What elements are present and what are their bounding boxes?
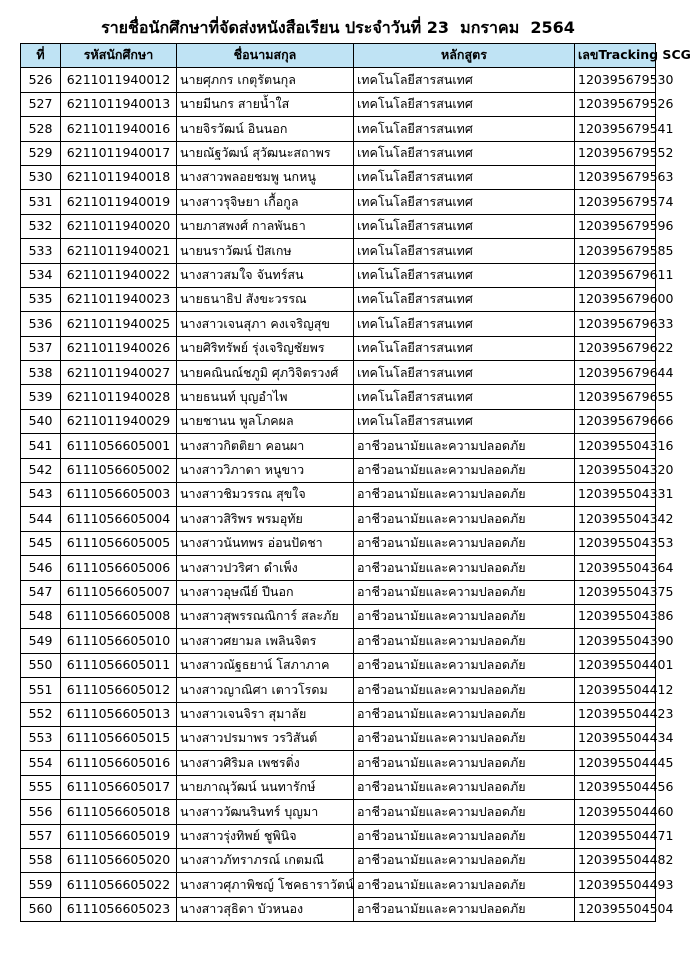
table-row [21,800,656,824]
cell-no: 536 [21,312,61,336]
cell-name: นางสาวณัฐธยาน์ โสภาภาค [177,653,354,677]
cell-name: นางสาวกิตติยา คอนผา [177,434,354,458]
cell-tracking: 120395504342 [575,507,656,531]
cell-course: เทคโนโลยีสารสนเทศ [354,190,575,214]
cell-course: อาชีวอนามัยและความปลอดภัย [354,824,575,848]
table-row [21,165,656,189]
cell-student-id: 6111056605006 [61,556,177,580]
column-header-course: หลักสูตร [354,44,575,68]
cell-name: นายภาสพงศ์ กาลพันธา [177,214,354,238]
cell-no: 535 [21,287,61,311]
cell-name: นายมีนกร สายน้ำใส [177,92,354,116]
cell-tracking: 120395504353 [575,531,656,555]
cell-name: นางสาวศุภาพิชญ์ โชคธาราวัตน์ [177,873,354,897]
cell-student-id: 6211011940017 [61,141,177,165]
cell-student-id: 6111056605022 [61,873,177,897]
cell-no: 542 [21,458,61,482]
cell-course: อาชีวอนามัยและความปลอดภัย [354,775,575,799]
cell-no: 551 [21,678,61,702]
table-row [21,409,656,433]
table-row [21,385,656,409]
cell-student-id: 6211011940029 [61,409,177,433]
table-row [21,873,656,897]
table-row [21,336,656,360]
table-row [21,775,656,799]
cell-tracking: 120395504412 [575,678,656,702]
cell-tracking: 120395504401 [575,653,656,677]
cell-course: อาชีวอนามัยและความปลอดภัย [354,726,575,750]
cell-student-id: 6211011940020 [61,214,177,238]
cell-name: นางสาวสิริพร พรมอุทัย [177,507,354,531]
cell-no: 556 [21,800,61,824]
cell-course: เทคโนโลยีสารสนเทศ [354,214,575,238]
cell-name: นายชานน พูลโภคผล [177,409,354,433]
cell-name: นายนราวัฒน์ ปัสเกษ [177,239,354,263]
cell-student-id: 6111056605002 [61,458,177,482]
cell-name: นางสาวสมใจ จันทร์สน [177,263,354,287]
table-row [21,604,656,628]
cell-tracking: 120395504423 [575,702,656,726]
cell-course: อาชีวอนามัยและความปลอดภัย [354,751,575,775]
table-row [21,556,656,580]
cell-name: นางสาวปรมาพร วรวิสันต์ [177,726,354,750]
cell-no: 532 [21,214,61,238]
cell-course: อาชีวอนามัยและความปลอดภัย [354,556,575,580]
cell-course: เทคโนโลยีสารสนเทศ [354,141,575,165]
cell-course: อาชีวอนามัยและความปลอดภัย [354,483,575,507]
cell-course: อาชีวอนามัยและความปลอดภัย [354,458,575,482]
cell-student-id: 6211011940027 [61,361,177,385]
cell-course: เทคโนโลยีสารสนเทศ [354,409,575,433]
cell-tracking: 120395504390 [575,629,656,653]
table-row [21,848,656,872]
cell-name: นางสาวรุจิษยา เกื้อกูล [177,190,354,214]
cell-name: นายคณินณ์ชภูมิ ศุภวิจิตรวงศ์ [177,361,354,385]
cell-no: 544 [21,507,61,531]
cell-no: 526 [21,68,61,92]
cell-student-id: 6111056605010 [61,629,177,653]
cell-no: 527 [21,92,61,116]
cell-course: อาชีวอนามัยและความปลอดภัย [354,678,575,702]
cell-course: อาชีวอนามัยและความปลอดภัย [354,507,575,531]
table-row [21,434,656,458]
table-row [21,897,656,921]
cell-name: นายณัฐวัฒน์ สุวัฒนะสถาพร [177,141,354,165]
cell-tracking: 120395504316 [575,434,656,458]
table-row [21,678,656,702]
cell-tracking: 120395679655 [575,385,656,409]
cell-course: อาชีวอนามัยและความปลอดภัย [354,653,575,677]
table-row [21,531,656,555]
cell-student-id: 6111056605008 [61,604,177,628]
cell-no: 557 [21,824,61,848]
cell-student-id: 6111056605001 [61,434,177,458]
cell-tracking: 120395679633 [575,312,656,336]
cell-course: อาชีวอนามัยและความปลอดภัย [354,702,575,726]
cell-no: 554 [21,751,61,775]
cell-tracking: 120395679574 [575,190,656,214]
cell-student-id: 6111056605004 [61,507,177,531]
cell-name: นางสาวภัทราภรณ์ เกตมณี [177,848,354,872]
cell-tracking: 120395679526 [575,92,656,116]
cell-tracking: 120395504471 [575,824,656,848]
cell-no: 548 [21,604,61,628]
cell-name: นางสาวพลอยชมพู นกหนู [177,165,354,189]
cell-student-id: 6211011940018 [61,165,177,189]
cell-course: เทคโนโลยีสารสนเทศ [354,239,575,263]
cell-student-id: 6111056605018 [61,800,177,824]
table-row [21,263,656,287]
cell-course: อาชีวอนามัยและความปลอดภัย [354,800,575,824]
cell-tracking: 120395504445 [575,751,656,775]
cell-name: นายธนนท์ บุญอำไพ [177,385,354,409]
cell-tracking: 120395504331 [575,483,656,507]
table-row [21,458,656,482]
cell-student-id: 6211011940028 [61,385,177,409]
table-row [21,702,656,726]
cell-no: 549 [21,629,61,653]
cell-no: 541 [21,434,61,458]
table-row [21,214,656,238]
cell-tracking: 120395504493 [575,873,656,897]
cell-no: 547 [21,580,61,604]
cell-tracking: 120395679563 [575,165,656,189]
cell-course: อาชีวอนามัยและความปลอดภัย [354,531,575,555]
cell-name: นางสาวนันทพร อ่อนปัดชา [177,531,354,555]
cell-course: อาชีวอนามัยและความปลอดภัย [354,604,575,628]
cell-no: 540 [21,409,61,433]
cell-tracking: 120395504320 [575,458,656,482]
cell-course: เทคโนโลยีสารสนเทศ [354,287,575,311]
cell-student-id: 6211011940016 [61,117,177,141]
cell-tracking: 120395504364 [575,556,656,580]
cell-no: 534 [21,263,61,287]
cell-no: 558 [21,848,61,872]
cell-name: นางสาวสุธิดา บัวหนอง [177,897,354,921]
cell-name: นางสาวชิมวรรณ สุขใจ [177,483,354,507]
cell-course: อาชีวอนามัยและความปลอดภัย [354,434,575,458]
cell-student-id: 6211011940022 [61,263,177,287]
cell-course: อาชีวอนามัยและความปลอดภัย [354,580,575,604]
cell-no: 553 [21,726,61,750]
cell-name: นางสาวอุษณีย์ ปีนอก [177,580,354,604]
cell-tracking: 120395679622 [575,336,656,360]
cell-course: เทคโนโลยีสารสนเทศ [354,92,575,116]
table-row [21,751,656,775]
column-header-tracking: เลขTracking SCG [575,44,656,68]
cell-course: เทคโนโลยีสารสนเทศ [354,312,575,336]
cell-student-id: 6111056605003 [61,483,177,507]
table-row [21,312,656,336]
cell-name: นางสาวเจนสุภา คงเจริญสุข [177,312,354,336]
cell-student-id: 6211011940023 [61,287,177,311]
cell-name: นางสาวศยามล เพลินจิตร [177,629,354,653]
cell-student-id: 6111056605019 [61,824,177,848]
cell-student-id: 6111056605007 [61,580,177,604]
cell-student-id: 6111056605016 [61,751,177,775]
table-row [21,580,656,604]
cell-tracking: 120395679596 [575,214,656,238]
column-header-no: ที่ [21,44,61,68]
cell-tracking: 120395504434 [575,726,656,750]
cell-name: นางสาวรุ่งทิพย์ ชูพินิจ [177,824,354,848]
cell-tracking: 120395504460 [575,800,656,824]
cell-tracking: 120395679600 [575,287,656,311]
cell-name: นายจิรวัฒน์ อินนอก [177,117,354,141]
cell-no: 528 [21,117,61,141]
cell-no: 533 [21,239,61,263]
cell-tracking: 120395504386 [575,604,656,628]
cell-tracking: 120395504456 [575,775,656,799]
cell-tracking: 120395504375 [575,580,656,604]
table-row [21,726,656,750]
cell-course: อาชีวอนามัยและความปลอดภัย [354,629,575,653]
cell-student-id: 6211011940012 [61,68,177,92]
cell-no: 539 [21,385,61,409]
cell-no: 531 [21,190,61,214]
cell-student-id: 6111056605012 [61,678,177,702]
cell-name: นางสาวปวริศา ดำเพ็ง [177,556,354,580]
cell-student-id: 6111056605005 [61,531,177,555]
cell-no: 529 [21,141,61,165]
cell-no: 552 [21,702,61,726]
cell-name: นายศิริทรัพย์ รุ่งเจริญชัยพร [177,336,354,360]
cell-student-id: 6111056605020 [61,848,177,872]
table-row [21,287,656,311]
cell-course: เทคโนโลยีสารสนเทศ [354,68,575,92]
cell-name: นางสาววัฒนรินทร์ บุญมา [177,800,354,824]
cell-no: 559 [21,873,61,897]
cell-name: นางสาวเจนจิรา สุมาลัย [177,702,354,726]
cell-student-id: 6111056605015 [61,726,177,750]
cell-tracking: 120395679541 [575,117,656,141]
cell-name: นางสาวศิริมล เพชรติ่ง [177,751,354,775]
cell-student-id: 6111056605023 [61,897,177,921]
cell-student-id: 6211011940021 [61,239,177,263]
page-title: รายชื่อนักศึกษาที่จัดส่งหนังสือเรียน ประจำวันที่ 23 มกราคม 2564 [101,18,575,37]
cell-name: นางสาวญาณิศา เตาวโรดม [177,678,354,702]
cell-course: เทคโนโลยีสารสนเทศ [354,336,575,360]
cell-student-id: 6211011940019 [61,190,177,214]
cell-tracking: 120395504482 [575,848,656,872]
cell-no: 543 [21,483,61,507]
table-row [21,239,656,263]
table-row [21,483,656,507]
cell-no: 545 [21,531,61,555]
cell-course: เทคโนโลยีสารสนเทศ [354,263,575,287]
cell-name: นางสาวสุพรรณณิการ์ สละภัย [177,604,354,628]
cell-course: เทคโนโลยีสารสนเทศ [354,385,575,409]
cell-tracking: 120395679666 [575,409,656,433]
cell-name: นางสาววิภาดา หนูขาว [177,458,354,482]
cell-tracking: 120395679552 [575,141,656,165]
cell-no: 530 [21,165,61,189]
cell-course: อาชีวอนามัยและความปลอดภัย [354,848,575,872]
cell-tracking: 120395679611 [575,263,656,287]
cell-course: อาชีวอนามัยและความปลอดภัย [354,897,575,921]
table-header-row [21,44,656,68]
table-row [21,68,656,92]
cell-no: 537 [21,336,61,360]
table-row [21,92,656,116]
cell-student-id: 6211011940026 [61,336,177,360]
cell-no: 560 [21,897,61,921]
table-row [21,190,656,214]
cell-no: 546 [21,556,61,580]
student-shipment-table [20,43,691,922]
cell-course: เทคโนโลยีสารสนเทศ [354,165,575,189]
cell-tracking: 120395679585 [575,239,656,263]
cell-course: อาชีวอนามัยและความปลอดภัย [354,873,575,897]
cell-student-id: 6211011940013 [61,92,177,116]
cell-no: 555 [21,775,61,799]
column-header-name: ชื่อนามสกุล [177,44,354,68]
cell-tracking: 120395679530 [575,68,656,92]
table-row [21,824,656,848]
cell-student-id: 6111056605011 [61,653,177,677]
table-row [21,653,656,677]
table-row [21,141,656,165]
cell-student-id: 6111056605013 [61,702,177,726]
cell-no: 550 [21,653,61,677]
table-row [21,507,656,531]
table-row [21,361,656,385]
cell-course: เทคโนโลยีสารสนเทศ [354,361,575,385]
cell-name: นายศุภกร เกตุรัตนกุล [177,68,354,92]
table-row [21,629,656,653]
column-header-student-id: รหัสนักศึกษา [61,44,177,68]
cell-name: นายธนาธิป สังขะวรรณ [177,287,354,311]
cell-student-id: 6211011940025 [61,312,177,336]
cell-no: 538 [21,361,61,385]
cell-course: เทคโนโลยีสารสนเทศ [354,117,575,141]
cell-tracking: 120395679644 [575,361,656,385]
cell-tracking: 120395504504 [575,897,656,921]
table-row [21,117,656,141]
cell-student-id: 6111056605017 [61,775,177,799]
cell-name: นายภาณุวัฒน์ นนทารักษ์ [177,775,354,799]
